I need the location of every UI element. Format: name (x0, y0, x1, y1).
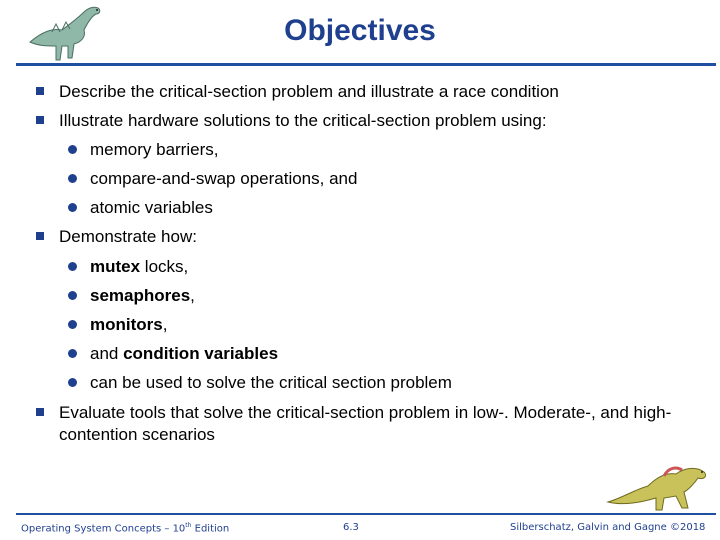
footer-edition-text: Operating System Concepts – 10 (21, 523, 186, 535)
round-bullet-icon (68, 174, 77, 183)
bullet-text: Demonstrate how: (59, 227, 197, 246)
page-title: Objectives (284, 14, 436, 47)
round-bullet-icon (68, 320, 77, 329)
footer-page-number: 6.3 (343, 522, 359, 533)
footer-divider (16, 513, 716, 515)
square-bullet-icon (36, 408, 44, 416)
footer-left (21, 522, 229, 534)
footer-edition-suffix: Edition (191, 523, 230, 535)
square-bullet-icon (36, 232, 44, 240)
square-bullet-icon (36, 87, 44, 95)
bullet-text: Describe the critical-section problem and illustrate a race condition (59, 82, 559, 101)
bold-term: condition variables (123, 344, 279, 363)
term-suffix: , (190, 286, 195, 305)
term-suffix: , (162, 315, 168, 334)
sub-bullet-text: can be used to solve the critical section problem (90, 373, 452, 392)
round-bullet-icon (68, 145, 77, 154)
title-divider (16, 63, 716, 66)
bullet-text: Illustrate hardware solutions to the critical-section problem using: (59, 111, 547, 130)
bullet-text: Evaluate tools that solve the critical-section problem in low-. Moderate-, and high- (59, 403, 672, 422)
bold-term: semaphores (90, 286, 191, 305)
sub-bullet-text: memory barriers, (90, 140, 219, 159)
round-bullet-icon (68, 262, 77, 271)
bullet-text: contention scenarios (59, 425, 215, 444)
round-bullet-icon (68, 291, 77, 300)
square-bullet-icon (36, 116, 44, 124)
round-bullet-icon (68, 349, 77, 358)
sub-bullet-text (90, 314, 167, 335)
round-bullet-icon (68, 378, 77, 387)
sub-bullet-text (90, 285, 195, 306)
term-prefix: and (90, 344, 124, 363)
sub-bullet-text: atomic variables (90, 198, 213, 217)
dinosaur-icon (604, 462, 714, 514)
sub-bullet-text (90, 343, 278, 364)
term-suffix: locks, (140, 257, 189, 276)
footer-right: Silberschatz, Galvin and Gagne ©2018 (510, 522, 706, 533)
sub-bullet-text: compare-and-swap operations, and (90, 169, 358, 188)
round-bullet-icon (68, 203, 77, 212)
bold-term: monitors (90, 315, 163, 334)
footer-superscript: th (185, 522, 192, 529)
bold-term: mutex (90, 257, 141, 276)
sub-bullet-text (90, 256, 188, 277)
